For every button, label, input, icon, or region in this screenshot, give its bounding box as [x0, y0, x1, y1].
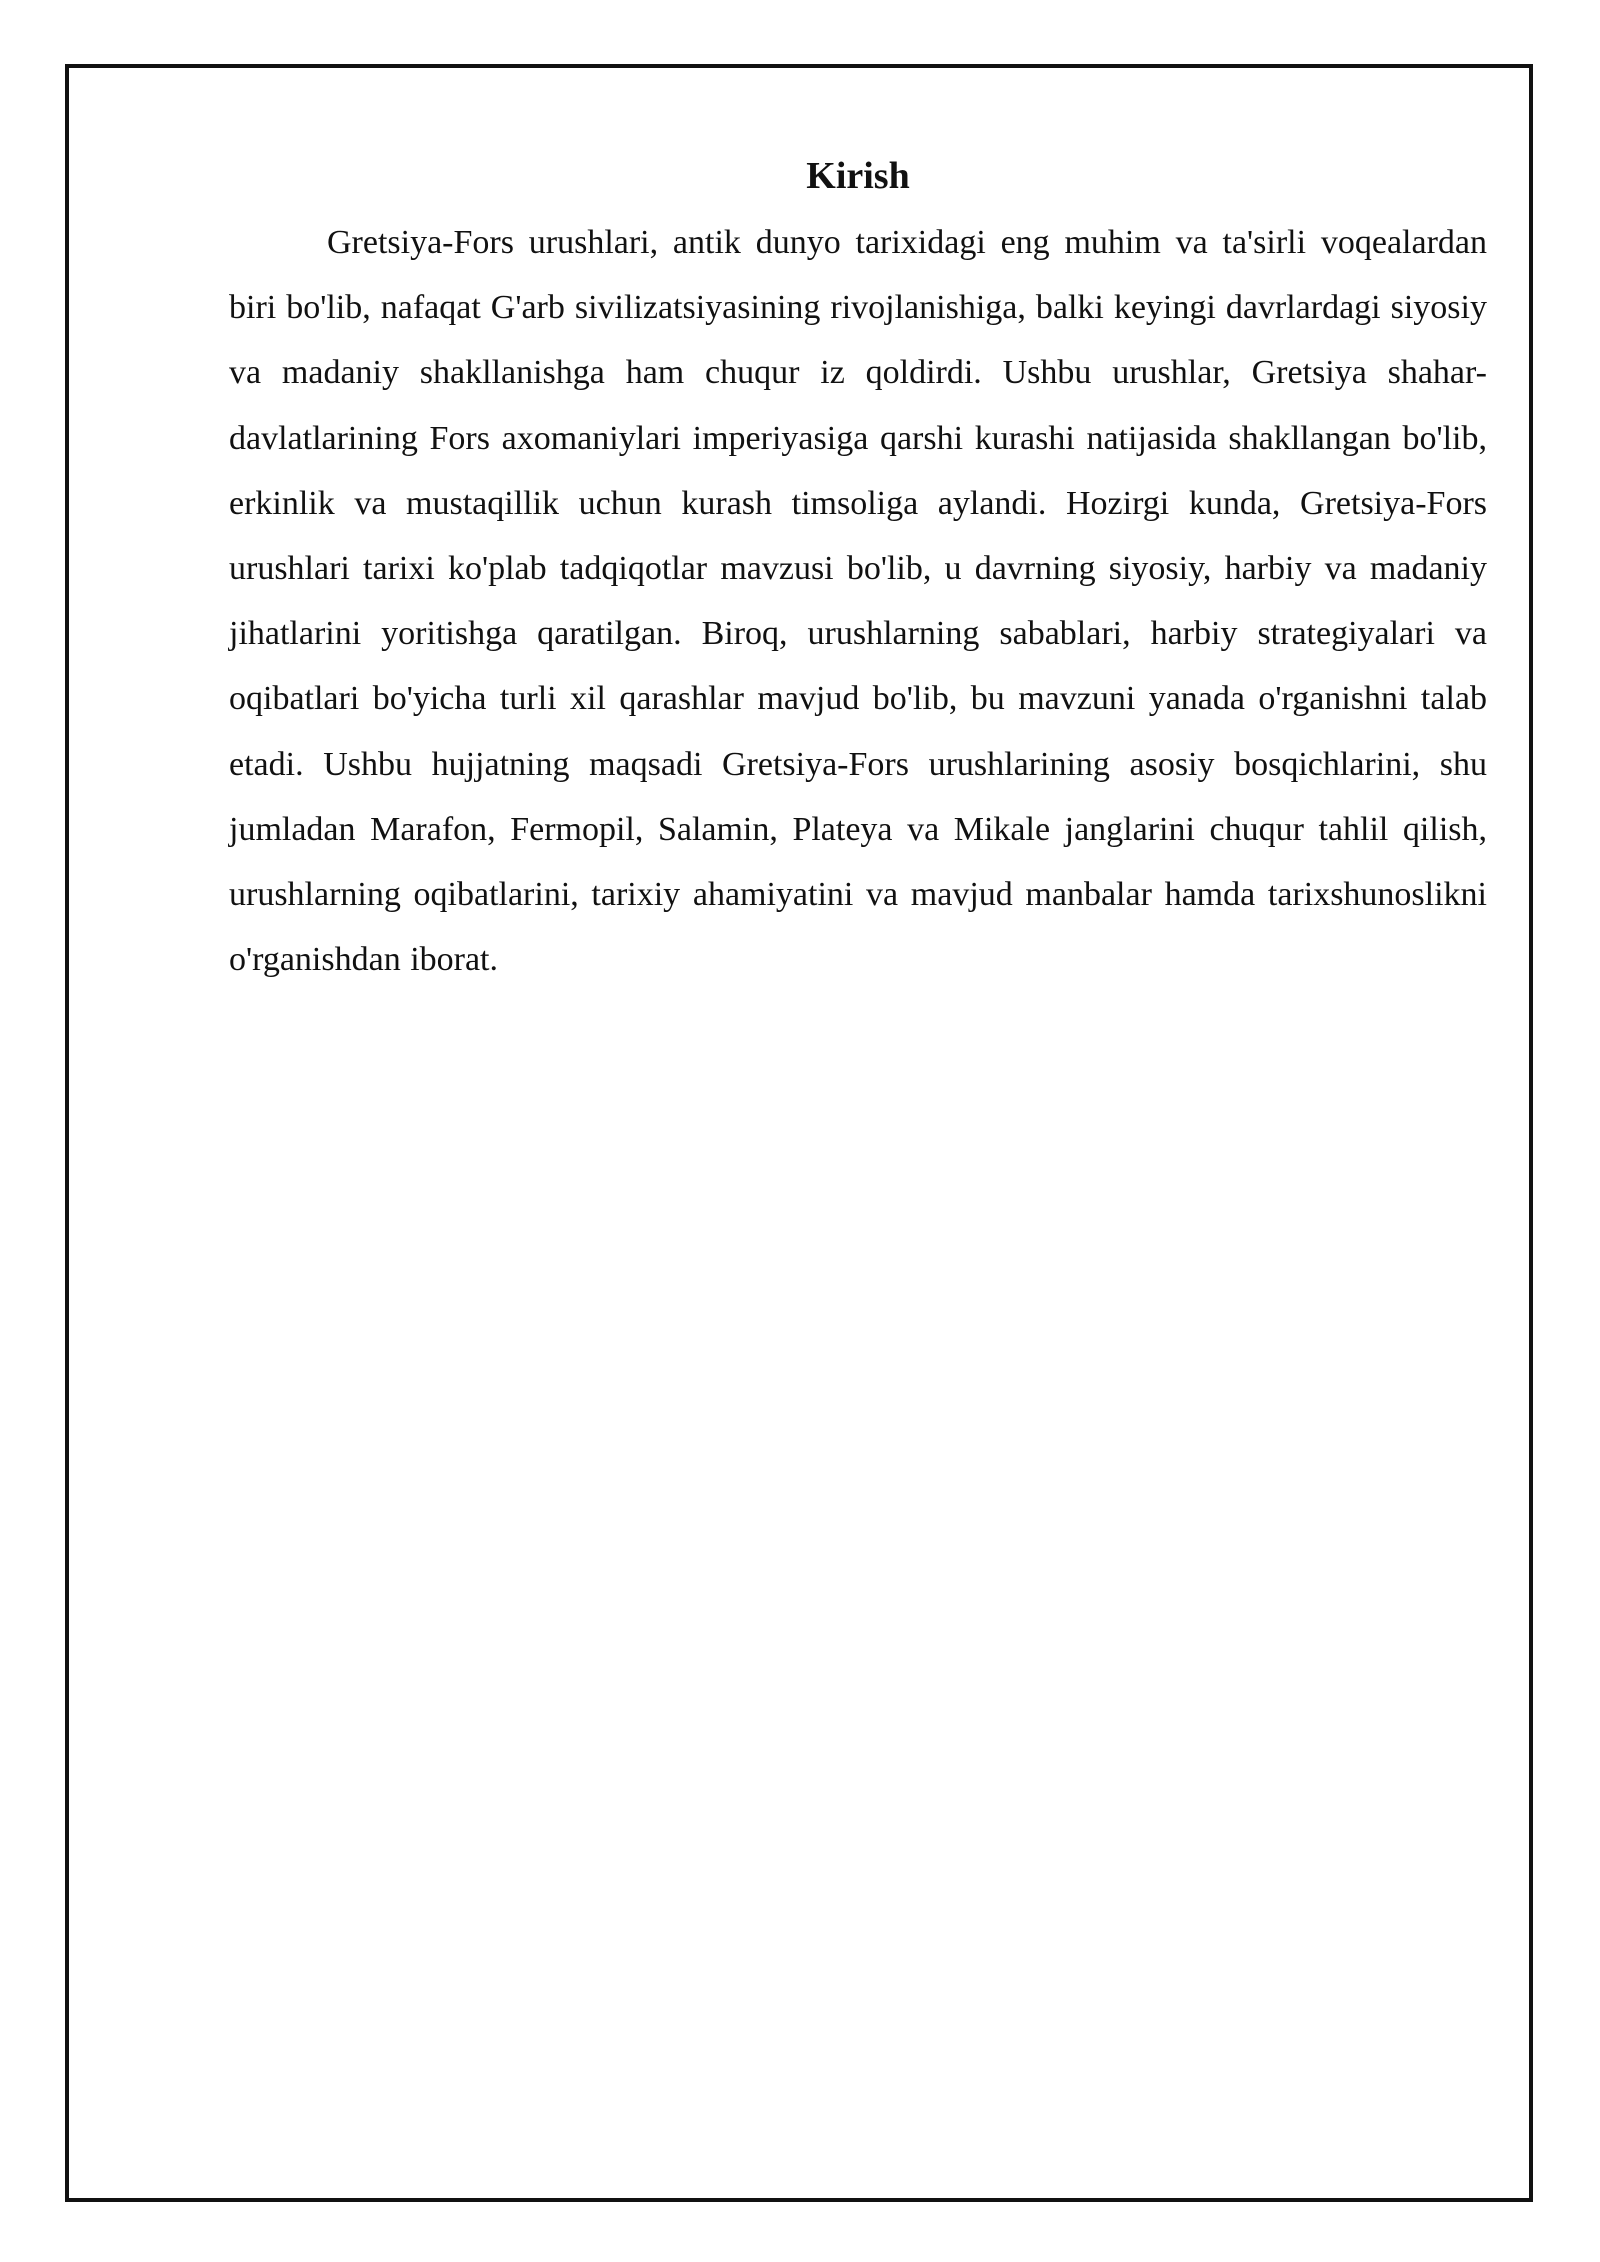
intro-paragraph: Gretsiya-Fors urushlari, antik dunyo tarixidagi eng muhim va ta'sirli voqealardan biri bo'lib, nafaqat G'arb sivilizatsiyasining rivojlanishiga, balki keyingi davrlardagi siyosiy va madaniy shakllanishga ham chuqur iz qoldirdi. Ushbu urushlar, Gretsiya shahar-davlatlarining Fors axomaniylari imperiyasiga qarshi kurashi natijasida shakllangan bo'lib, erkinlik va mustaqillik uchun kurash timsoliga aylandi. Hozirgi kunda, Gretsiya-Fors urushlari tarixi ko'plab tadqiqotlar mavzusi bo'lib, u davrning siyosiy, harbiy va madaniy jihatlarini yoritishga qaratilgan. Biroq, urushlarning sabablari, harbiy strategiyalari va oqibatlari bo'yicha turli xil qarashlar mavjud bo'lib, bu mavzuni yanada o'rganishni talab etadi. Ushbu hujjatning maqsadi Gretsiya-Fors urushlarining asosiy bosqichlarini, shu jumladan Marafon, Fermopil, Salamin, Plateya va Mikale janglarini chuqur tahlil qilish, urushlarning oqibatlarini, tarixiy ahamiyatini va mavjud manbalar hamda tarixshunoslikni o'rganishdan iborat. [229, 224, 1487, 979]
document-body [229, 150, 1487, 992]
document-title: Kirish [806, 155, 910, 197]
